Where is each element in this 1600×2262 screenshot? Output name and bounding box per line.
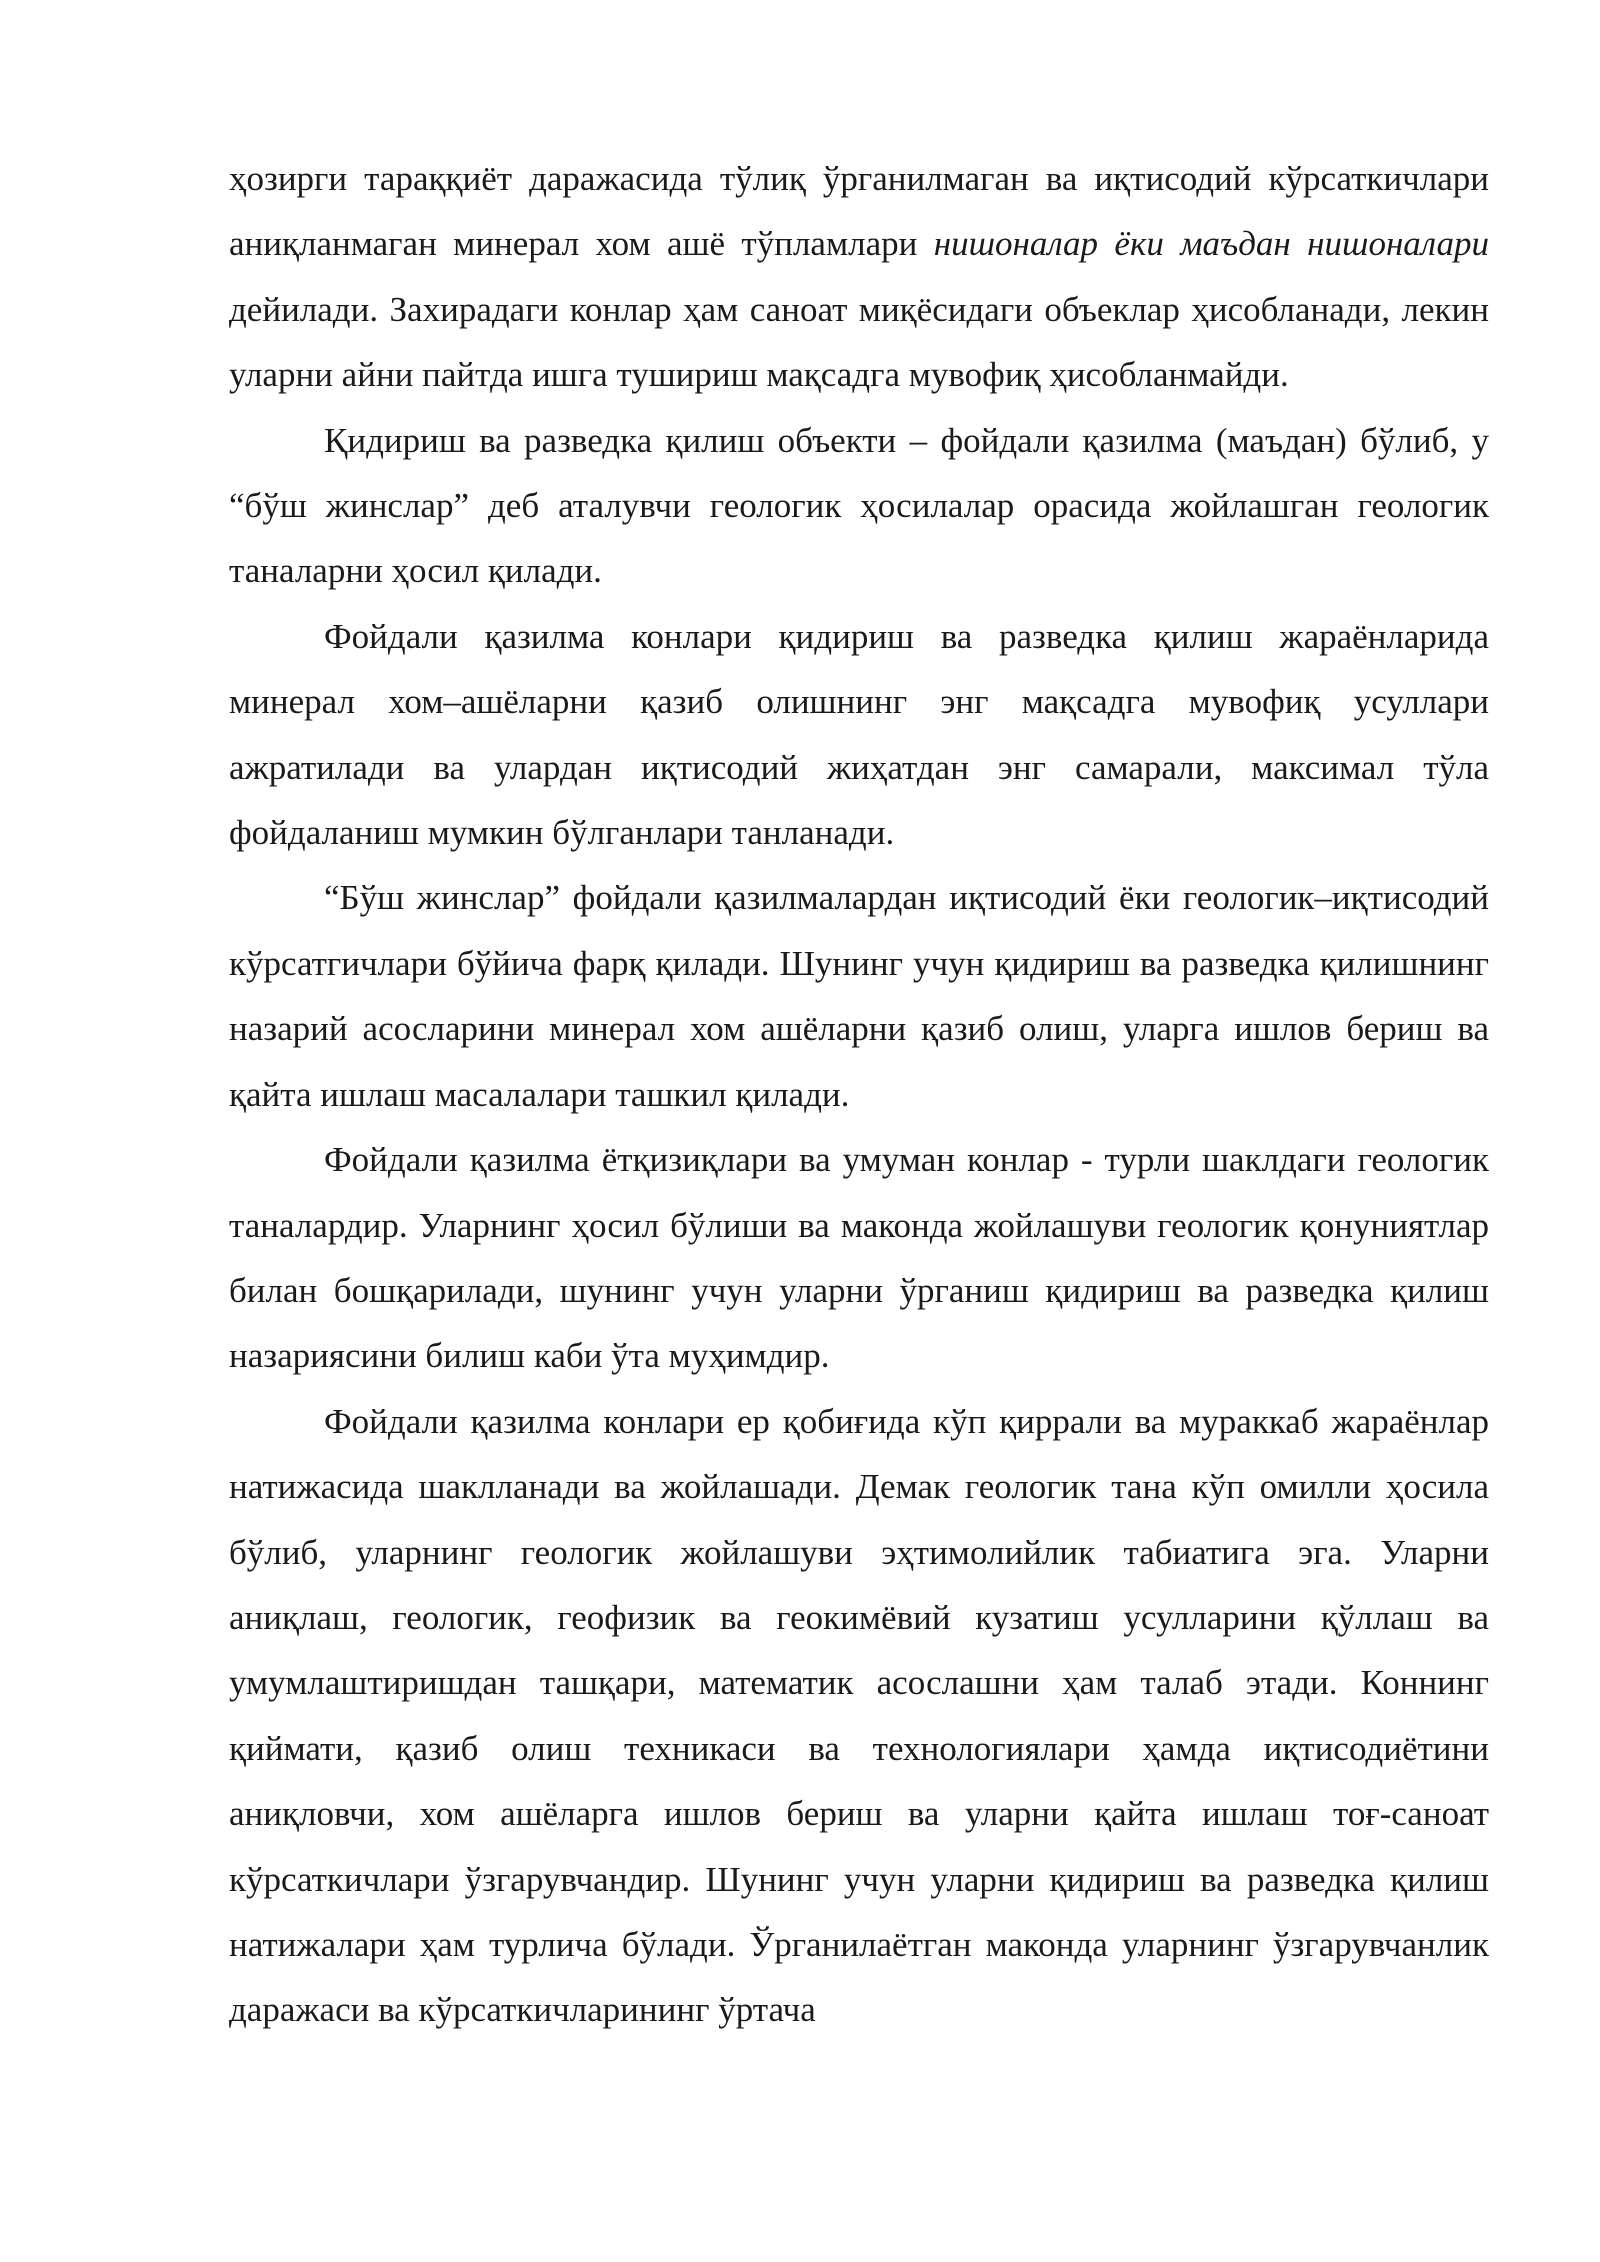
paragraph-1-italic-term: нишоналар ёки маъдан нишоналари xyxy=(933,224,1489,264)
paragraph-2-text: Қидириш ва разведка қилиш объекти – фойдали қазилма (маъдан) бўлиб, у “бўш жинслар” деб аталувчи геологик ҳосилалар орасида жойлашган геологик таналарни ҳосил қилади. xyxy=(229,420,1489,591)
paragraph-3-text: Фойдали қазилма конлари қидириш ва разведка қилиш жараёнларида минерал хом–ашёларни қазиб олишнинг энг мақсадга мувофиқ усуллари ажратилади ва улардан иқтисодий жиҳатдан энг самарали, максимал тўла фойдаланиш мумкин бўлганлари танланади. xyxy=(229,616,1489,853)
paragraph-6 xyxy=(229,1389,1489,2043)
paragraph-4-text: “Бўш жинслар” фойдали қазилмалардан иқтисодий ёки геологик–иқтисодий кўрсатгичлари бўйича фарқ қилади. Шунинг учун қидириш ва разведка қилишнинг назарий асосларини минерал хом ашёларни қазиб олиш, уларга ишлов бериш ва қайта ишлаш масалалари ташкил қилади. xyxy=(229,878,1489,1114)
paragraph-2 xyxy=(229,408,1489,604)
paragraph-3 xyxy=(229,604,1489,866)
paragraph-5-text: Фойдали қазилма ётқизиқлари ва умуман конлар - турли шаклдаги геологик таналардир. Уларнинг ҳосил бўлиши ва маконда жойлашуви геологик қонуниятлар билан бошқарилади, шунинг учун уларни ўрганиш қидириш ва разведка қилиш назариясини билиш каби ўта муҳимдир. xyxy=(229,1140,1489,1376)
paragraph-1 xyxy=(229,146,1489,408)
paragraph-4 xyxy=(229,865,1489,1127)
paragraph-1-text-b: дейилади. Захирадаги конлар ҳам саноат миқёсидаги объеклар ҳисобланади, лекин уларни айни пайтда ишга тушириш мақсадга мувофиқ ҳисобланмайди. xyxy=(229,289,1489,395)
paragraph-5 xyxy=(229,1127,1489,1389)
paragraph-1-text-a: ҳозирги тараққиёт даражасида тўлиқ ўрганилмаган ва иқтисодий кўрсаткичлари аниқланмаган минерал хом ашё тўпламлари xyxy=(229,159,1489,264)
paragraph-6-text: Фойдали қазилма конлари ер қобиғида кўп қиррали ва мураккаб жараёнлар натижасида шаклланади ва жойлашади. Демак геологик тана кўп омилли ҳосила бўлиб, уларнинг геологик жойлашуви эҳтимолийлик табиатига эга. Уларни аниқлаш, геологик, геофизик ва геокимёвий кузатиш усулларини қўллаш ва умумлаштиришдан ташқари, математик асослашни ҳам талаб этади. Коннинг қиймати, қазиб олиш техникаси ва технологиялари ҳамда иқтисодиётини аниқловчи, хом ашёларга ишлов бериш ва уларни қайта ишлаш тоғ-саноат кўрсаткичлари ўзгарувчандир. Шунинг учун уларни қидириш ва разведка қилиш натижалари ҳам турлича бўлади. Ўрганилаётган маконда уларнинг ўзгарувчанлик даражаси ва кўрсаткичларининг ўртача xyxy=(229,1401,1489,2030)
body-text xyxy=(229,146,1489,2043)
